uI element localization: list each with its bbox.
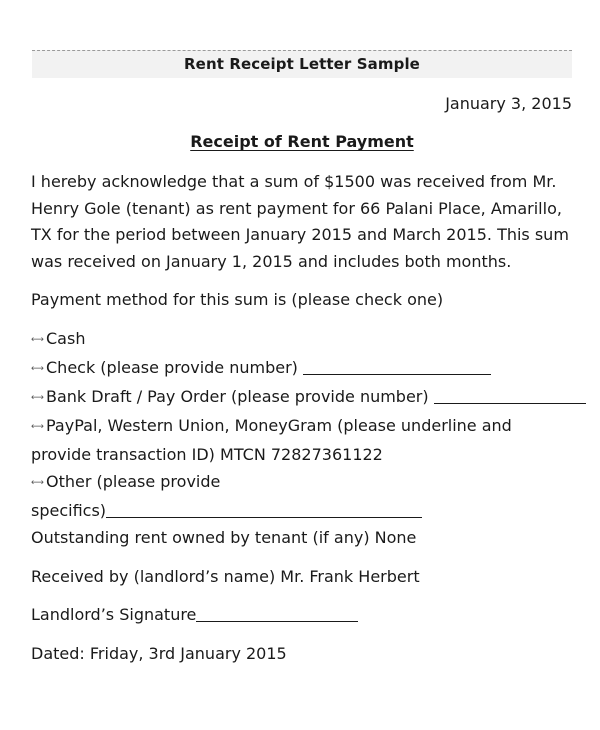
arrow-bullet-icon: ⟷ (31, 478, 44, 488)
other-specifics-blank (106, 503, 422, 518)
option-bank-draft (31, 383, 576, 412)
signature-blank (196, 607, 358, 622)
option-cash (31, 325, 576, 354)
received-by: Received by (landlord’s name) Mr. Frank Herbert (31, 567, 420, 586)
signature-label: Landlord’s Signature (31, 605, 197, 624)
acknowledgement-paragraph: I hereby acknowledge that a sum of $1500 was received from Mr. Henry Gole (tenant) as rent payment for 66 Palani Place, Amarillo, TX for the period between January 2015 and March 2015. This sum was received on January 1, 2015 and includes both months. (31, 172, 569, 271)
bank-draft-number-blank (434, 389, 586, 404)
receipt-heading: Receipt of Rent Payment (190, 132, 414, 151)
option-label-continued: specifics) (31, 501, 107, 520)
option-label: Cash (46, 329, 86, 348)
arrow-bullet-icon: ⟷ (31, 422, 44, 432)
option-label: Other (please provide (46, 472, 221, 491)
letter-date: January 3, 2015 (445, 94, 572, 113)
arrow-bullet-icon: ⟷ (31, 335, 44, 345)
document-title: Rent Receipt Letter Sample (32, 50, 572, 78)
payment-method-list (31, 325, 576, 524)
payment-method-intro: Payment method for this sum is (please check one) (31, 290, 444, 309)
arrow-bullet-icon: ⟷ (31, 364, 44, 374)
option-label: PayPal, Western Union, MoneyGram (please underline and provide transaction ID) MTCN 72827361122 (31, 416, 512, 464)
landlord-signature-line (31, 602, 576, 629)
arrow-bullet-icon: ⟷ (31, 393, 44, 403)
option-other (31, 468, 576, 497)
check-number-blank (303, 360, 491, 375)
option-check (31, 354, 576, 383)
dated-line: Dated: Friday, 3rd January 2015 (31, 644, 287, 663)
option-paypal (31, 412, 576, 468)
option-other-continued (31, 497, 576, 524)
option-label: Check (please provide number) (46, 358, 298, 377)
outstanding-rent: Outstanding rent owned by tenant (if any) None (31, 528, 417, 547)
option-label: Bank Draft / Pay Order (please provide number) (46, 387, 429, 406)
